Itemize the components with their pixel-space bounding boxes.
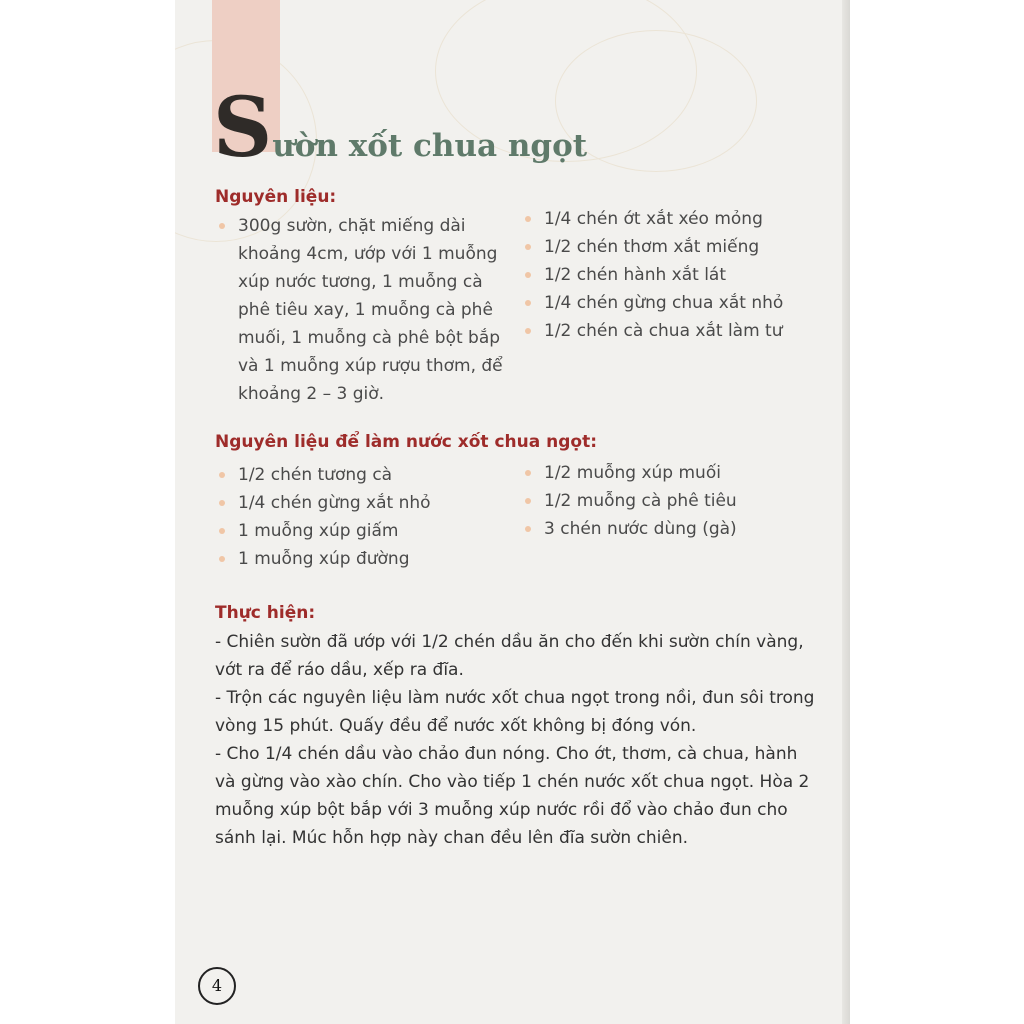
list-item: 1 muỗng xúp giấm (215, 517, 505, 545)
side-ingredient-list (521, 205, 826, 345)
sauce-list-right (521, 459, 821, 543)
title-initial: S (213, 80, 273, 176)
title-rest: ườn xốt chua ngọt (272, 128, 588, 164)
list-item: 1/4 chén ớt xắt xéo mỏng (521, 205, 826, 233)
page-number: 4 (198, 967, 236, 1005)
list-item: 3 chén nước dùng (gà) (521, 515, 821, 543)
page-edge-shadow (842, 0, 850, 1024)
sauce-list-left (215, 461, 505, 573)
sauce-heading: Nguyên liệu để làm nước xốt chua ngọt: (215, 432, 598, 452)
method-heading: Thực hiện: (215, 603, 316, 623)
list-item: 300g sườn, chặt miếng dài khoảng 4cm, ướp với 1 muỗng xúp nước tương, 1 muỗng cà phê tiêu xay, 1 muỗng cà phê muối, 1 muỗng cà phê bột bắp và 1 muỗng xúp rượu thơm, để khoảng 2 – 3 giờ. (215, 212, 508, 408)
method-step: - Cho 1/4 chén dầu vào chảo đun nóng. Cho ớt, thơm, cà chua, hành và gừng vào xào chín. Cho vào tiếp 1 chén nước xốt chua ngọt. Hòa 2 muỗng xúp bột bắp với 3 muỗng xúp nước rồi đổ vào chảo đun cho sánh lại. Múc hỗn hợp này chan đều lên đĩa sườn chiên. (215, 744, 810, 848)
list-item: 1/2 chén thơm xắt miếng (521, 233, 826, 261)
method-step: - Chiên sườn đã ướp với 1/2 chén dầu ăn cho đến khi sườn chín vàng, vớt ra để ráo dầu, xếp ra đĩa. (215, 632, 804, 680)
list-item: 1/4 chén gừng chua xắt nhỏ (521, 289, 826, 317)
list-item: 1/2 muỗng cà phê tiêu (521, 487, 821, 515)
method-step: - Trộn các nguyên liệu làm nước xốt chua ngọt trong nồi, đun sôi trong vòng 15 phút. Quấy đều để nước xốt không bị đóng vón. (215, 688, 815, 736)
ingredients-heading: Nguyên liệu: (215, 187, 337, 207)
recipe-page (175, 0, 850, 1024)
list-item: 1 muỗng xúp đường (215, 545, 505, 573)
list-item: 1/2 muỗng xúp muối (521, 459, 821, 487)
list-item: 1/4 chén gừng xắt nhỏ (215, 489, 505, 517)
recipe-title (213, 80, 587, 176)
left-margin (0, 0, 175, 1024)
list-item: 1/2 chén cà chua xắt làm tư (521, 317, 826, 345)
main-ingredient-list (215, 212, 508, 408)
list-item: 1/2 chén tương cà (215, 461, 505, 489)
right-margin (850, 0, 1024, 1024)
method-steps (215, 628, 815, 852)
list-item: 1/2 chén hành xắt lát (521, 261, 826, 289)
